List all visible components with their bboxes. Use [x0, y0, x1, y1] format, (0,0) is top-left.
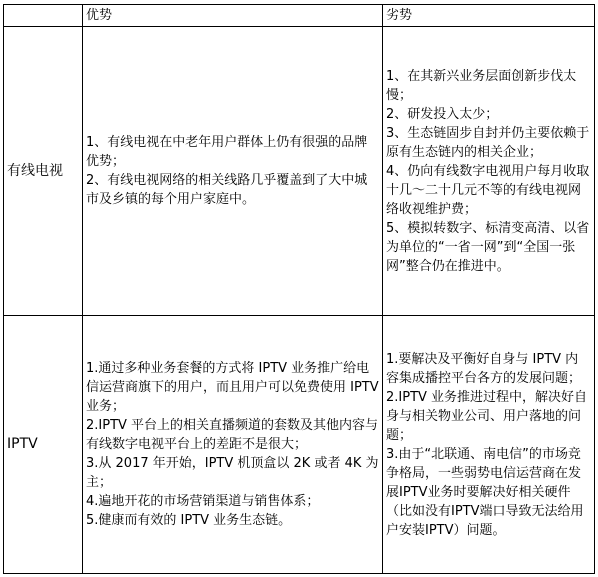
- list-item: 2.IPTV 平台上的相关直播频道的套数及其他内容与有线数字电视平台上的差距不是很大；: [86, 418, 379, 452]
- header-disadvantages: 劣势: [383, 5, 595, 27]
- list-item: 5.健康而有效的 IPTV 业务生态链。: [86, 513, 292, 528]
- advantages-cell: [83, 316, 383, 574]
- row-label-cable-tv: 有线电视: [4, 27, 83, 316]
- list-item: 4.遍地开花的市场营销渠道与销售体系；: [86, 494, 320, 509]
- row-label-iptv: IPTV: [4, 316, 83, 574]
- advantages-list: [86, 133, 379, 209]
- table-header-row: [4, 5, 595, 27]
- list-item: 2、有线电视网络的相关线路几乎覆盖到了大中城市及乡镇的每个用户家庭中。: [86, 173, 368, 207]
- list-item: 3、生态链固步自封并仍主要依赖于原有生态链内的相关企业；: [386, 125, 590, 160]
- advantages-list: [86, 359, 379, 530]
- disadvantages-list: [386, 350, 591, 540]
- header-label-cell: [4, 5, 83, 27]
- list-item: 1、在其新兴业务层面创新步伐太慢；: [386, 68, 577, 103]
- disadvantages-cell: [383, 27, 595, 316]
- list-item: 1.通过多种业务套餐的方式将 IPTV 业务推广给电信运营商旗下的用户，而且用户可以免费使用 IPTV 业务；: [86, 361, 379, 414]
- list-item: 1、有线电视在中老年用户群体上仍有很强的品牌优势；: [86, 135, 368, 169]
- list-item: 3.从 2017 年开始，IPTV 机顶盒以 2K 或者 4K 为主；: [86, 456, 379, 490]
- list-item: 2.IPTV 业务推进过程中，解决好自身与相关物业公司、用户落地的问题；: [386, 389, 588, 443]
- list-item: 5、模拟转数字、标清变高清、以省为单位的“一省一网”到“全国一张网”整合仍在推进中。: [386, 220, 590, 274]
- list-item: 1.要解决及平衡好自身与 IPTV 内容集成播控平台各方的发展问题；: [386, 351, 582, 386]
- list-item: 2、研发投入太少；: [386, 106, 499, 122]
- disadvantages-list: [386, 67, 591, 276]
- list-item: 4、仍向有线数字电视用户每月收取十几～二十几元不等的有线电视网络收视维护费；: [386, 163, 590, 217]
- header-advantages: 优势: [83, 5, 383, 27]
- comparison-table: [3, 4, 595, 574]
- table-row: [4, 27, 595, 316]
- advantages-cell: [83, 27, 383, 316]
- list-item: 3.由于“北联通、南电信”的市场竞争格局，一些弱势电信运营商在发展IPTV业务时要解决好相关硬件（比如没有IPTV端口导致无法给用户安装IPTV）问题。: [386, 446, 584, 538]
- disadvantages-cell: [383, 316, 595, 574]
- table-row: [4, 316, 595, 574]
